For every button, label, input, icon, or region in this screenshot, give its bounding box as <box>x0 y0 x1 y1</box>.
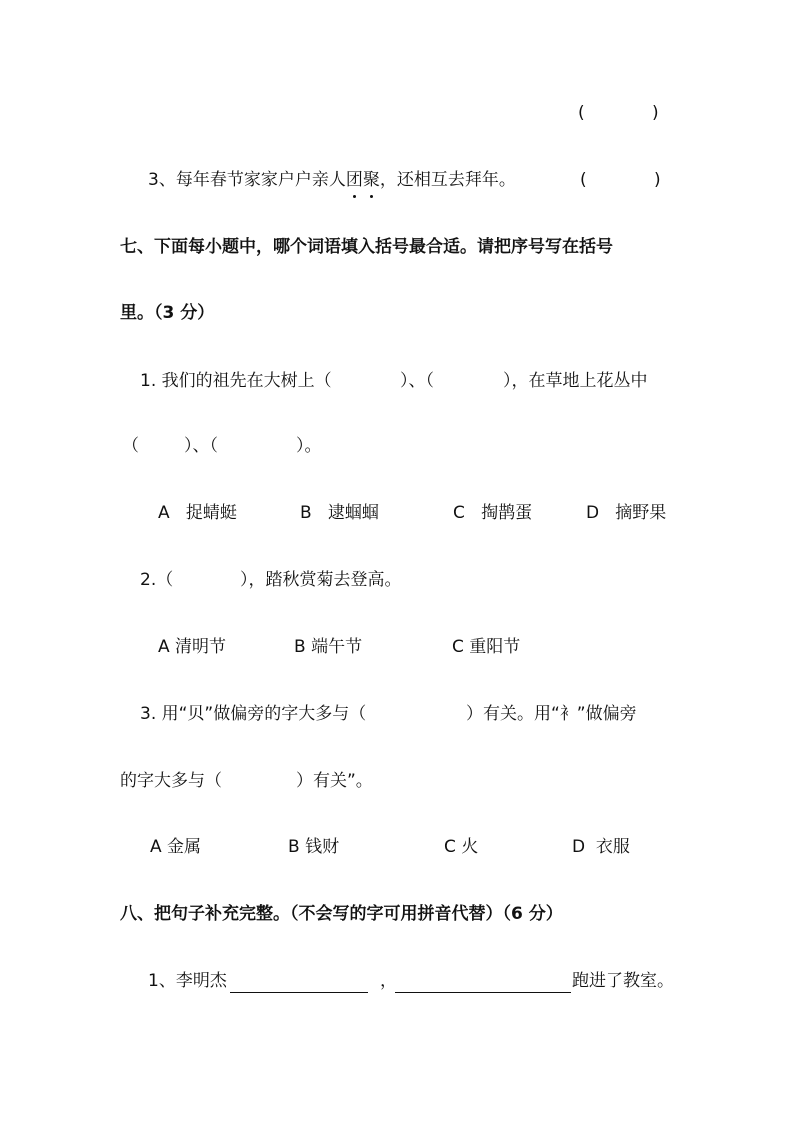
section-8-heading: 八、把句子补充完整。（不会写的字可用拼音代替）（6 分） <box>120 904 563 924</box>
option-7-1-a: A 捉蜻蜓 <box>158 503 237 523</box>
option-7-3-c: C 火 <box>444 837 479 857</box>
question-7-3-line2-a: 的字大多与（ <box>120 771 222 791</box>
option-7-1-c: C 掏鹊蛋 <box>453 503 533 523</box>
section-7-heading-line2: 里。（3 分） <box>120 303 215 323</box>
question-8-1-comma: ， <box>380 971 397 991</box>
question-7-2-part-a: 2.（ <box>140 570 174 590</box>
question-7-2-part-b: ），踏秋赏菊去登高。 <box>240 570 402 590</box>
option-7-1-d: D 摘野果 <box>586 503 667 523</box>
answer-6-3-paren-close: ) <box>654 170 661 190</box>
prev-answer-paren-close: ) <box>652 103 659 123</box>
question-8-1-prefix: 1、李明杰 <box>148 971 227 991</box>
option-7-1-b: B 逮蝈蝈 <box>300 503 379 523</box>
question-7-1-part-b: ）、（ <box>400 371 434 391</box>
question-7-1-line2-b: ）、（ <box>184 436 218 456</box>
question-7-1-line2-c: ）。 <box>296 436 322 456</box>
question-7-3-part-b: ）有关。用“衤”做偏旁 <box>466 704 637 724</box>
option-7-3-b: B 钱财 <box>288 837 340 857</box>
option-7-3-d: D 衣服 <box>572 837 630 857</box>
question-7-1-part-c: ），在草地上花丛中 <box>503 371 648 391</box>
option-7-2-a: A 清明节 <box>158 637 227 657</box>
option-7-2-c: C 重阳节 <box>452 637 521 657</box>
question-6-3 <box>148 168 516 192</box>
question-7-3-line2-b: ）有关”。 <box>296 771 373 791</box>
question-6-3-suffix: ，还相互去拜年。 <box>379 170 516 190</box>
emphasis-char-tuan: 团 <box>345 170 363 190</box>
question-7-1-line2-a: （ <box>122 436 139 456</box>
option-7-3-a: A 金属 <box>150 837 202 857</box>
answer-6-3-paren-open: ( <box>580 170 587 190</box>
section-7-heading-line1: 七、下面每小题中，哪个词语填入括号最合适。请把序号写在括号 <box>120 237 613 257</box>
question-7-1-part-a: 1. 我们的祖先在大树上（ <box>140 371 332 391</box>
fill-blank-8-1-first[interactable] <box>230 992 368 993</box>
question-8-1-ending: 跑进了教室。 <box>572 971 674 991</box>
emphasis-char-ju: 聚 <box>362 170 380 190</box>
fill-blank-8-1-second[interactable] <box>395 992 571 993</box>
question-7-3-part-a: 3. 用“贝”做偏旁的字大多与（ <box>140 704 367 724</box>
prev-answer-paren-open: ( <box>578 103 585 123</box>
option-7-2-b: B 端午节 <box>294 637 363 657</box>
question-6-3-prefix: 3、每年春节家家户户亲人 <box>148 170 346 190</box>
